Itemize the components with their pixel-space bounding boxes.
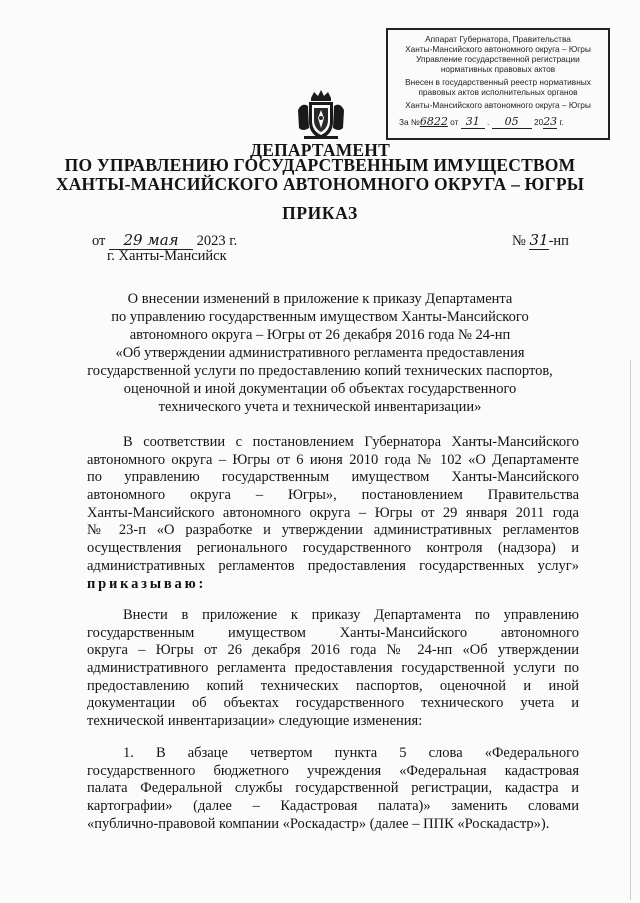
stamp-reg-year: 23 xyxy=(543,114,558,128)
stamp-region: Ханты-Мансийского автономного округа – Югры xyxy=(405,99,591,110)
stamp-reg-day: 31 xyxy=(461,115,485,129)
paragraph-line: картографии» (далее – Кадастровая палата)» заменить словами xyxy=(87,798,579,815)
preamble-paragraph xyxy=(87,434,579,593)
date-prefix: от xyxy=(92,233,106,249)
paragraph-line: государственного бюджетного учреждения «Федеральная кадастровая xyxy=(87,762,579,779)
paragraph-line: Внести в приложение к приказу Департамента по управлению xyxy=(123,607,579,623)
paragraph-line: Ханты-Мансийского автономного округа – Югры от 29 января 2011 года xyxy=(87,504,579,521)
coat-of-arms-emblem xyxy=(294,88,348,142)
document-type: ПРИКАЗ xyxy=(282,203,358,223)
paragraph-line: 1. В абзаце четвертом пункта 5 слова «Федерального xyxy=(123,745,579,761)
document-city: г. Ханты-Мансийск xyxy=(107,248,227,264)
topic-line: государственной услуги по предоставлению копий технических паспортов, xyxy=(87,363,553,379)
topic-line: «Об утверждении административного регламента предоставления xyxy=(115,345,525,361)
stamp-line: Ханты-Мансийского автономного округа – Югры xyxy=(405,43,591,54)
stamp-reg-from: от xyxy=(450,116,459,127)
topic-line: О внесении изменений в приложение к приказу Департамента xyxy=(127,291,513,307)
paragraph-line: административных регламентов предоставления государственных услуг» xyxy=(87,557,579,574)
department-line-2: ПО УПРАВЛЕНИЮ ГОСУДАРСТВЕННЫМ ИМУЩЕСТВОМ xyxy=(64,155,576,175)
topic-line: автономного округа – Югры от 26 декабря 2016 года № 24-нп xyxy=(129,327,511,343)
stamp-reg-number: 6822 xyxy=(419,114,448,128)
stamp-reg-year-prefix: 20 xyxy=(533,116,544,127)
paragraph-line: технической инвентаризации» следующие изменения: xyxy=(87,713,423,730)
item-1-paragraph xyxy=(87,745,579,833)
department-line-3: ХАНТЫ-МАНСИЙСКОГО АВТОНОМНОГО ОКРУГА – ЮГРЫ xyxy=(55,174,585,194)
document-topic xyxy=(85,290,555,416)
stamp-reg-prefix: За № xyxy=(399,116,420,127)
topic-line: по управлению государственным имуществом Ханты-Мансийского xyxy=(111,309,529,325)
paragraph-line: «публично-правовой компании «Роскадастр» (далее – ППК «Роскадастр»). xyxy=(87,815,550,832)
topic-line: технического учета и технической инвентаризации» xyxy=(158,399,482,415)
order-command: приказываю: xyxy=(87,575,207,592)
registration-stamp xyxy=(386,28,610,140)
paragraph-line: по управлению государственным имуществом Ханты-Мансийского xyxy=(87,469,579,486)
paragraph-line: палата Федеральной службы государственной регистрации, кадастра и xyxy=(87,780,579,797)
stamp-reg-month: 05 xyxy=(492,115,532,129)
stamp-reg-suffix: г. xyxy=(559,116,564,127)
date-handwritten: 29 мая xyxy=(109,231,193,250)
paragraph-line: осуществления регионального государственного контроля (надзора) и xyxy=(87,540,579,557)
document-number xyxy=(512,231,569,250)
paragraph-line: автономного округа – Югры», постановлением Правительства xyxy=(87,487,579,504)
paragraph-line: государственным имуществом Ханты-Мансийского автономного xyxy=(87,624,579,641)
paragraph-line: № 23-п «О разработке и утверждении административных регламентов xyxy=(87,522,579,539)
paragraph-line: документации об объектах государственного технического учета и xyxy=(87,695,579,712)
date-year: 2023 г. xyxy=(196,233,238,249)
paragraph-line: предоставлению копий технических паспортов, оценочной и иной xyxy=(87,677,579,694)
paragraph-line: административного регламента предоставления государственной услуги по xyxy=(87,660,579,677)
stamp-line: Аппарат Губернатора, Правительства xyxy=(425,34,571,44)
department-line-1: ДЕПАРТАМЕНТ xyxy=(250,140,390,160)
stamp-line: Управление государственной регистрации xyxy=(416,53,580,64)
stamp-line: нормативных правовых актов xyxy=(440,63,556,74)
topic-line: оценочной и иной документации об объектах государственного xyxy=(123,381,517,397)
paragraph-line: округа – Югры от 26 декабря 2016 года № 24-нп «Об утверждении xyxy=(87,642,579,659)
stamp-registration-line: За №6822 от 31 . 05 2023 г. xyxy=(399,114,564,128)
paragraph-line: В соответствии с постановлением Губернатора Ханты-Мансийского xyxy=(123,434,579,450)
intro-paragraph xyxy=(87,607,579,731)
number-prefix: № xyxy=(512,233,526,249)
scan-edge-line xyxy=(630,360,631,900)
number-handwritten: 31 xyxy=(529,231,549,249)
number-suffix: -нп xyxy=(548,233,569,249)
stamp-line: правовых актов исполнительных органов xyxy=(418,86,578,97)
stamp-line: Внесен в государственный реестр нормативных xyxy=(405,76,591,87)
paragraph-line: автономного округа – Югры от 6 июня 2010 года № 102 «О Департаменте xyxy=(87,451,579,468)
